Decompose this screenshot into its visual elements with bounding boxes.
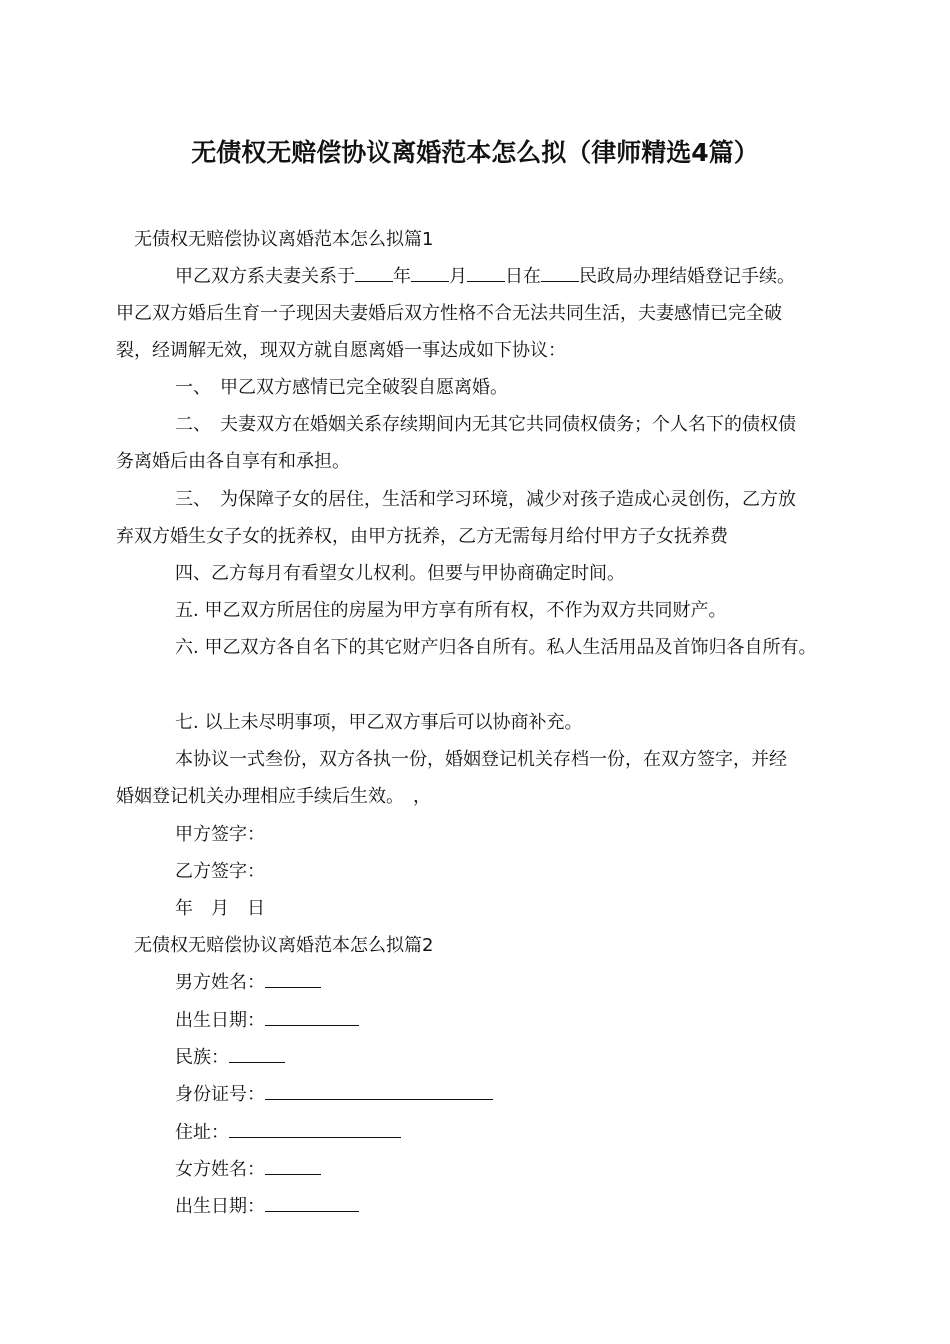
text-fragment: 民政局办理结婚登记手续。	[579, 266, 795, 287]
text-fragment: 月	[449, 266, 467, 287]
blank-line	[265, 1007, 359, 1026]
clause-4: 四、乙方每月有看望女儿权利。但要与甲协商确定时间。	[175, 563, 625, 584]
closing-line-1: 本协议一式叁份，双方各执一份，婚姻登记机关存档一份，在双方签字，并经	[175, 749, 787, 770]
clause-6: 六. 甲乙双方各自名下的其它财产归各自所有。私人生活用品及首饰归各自所有。	[175, 637, 817, 658]
field-label: 出生日期：	[175, 1196, 265, 1217]
clause-5: 五. 甲乙双方所居住的房屋为甲方享有所有权，不作为双方共同财产。	[175, 600, 727, 621]
blank-line	[467, 263, 505, 282]
text-fragment: 甲乙双方系夫妻关系于	[175, 266, 355, 287]
document-title: 无债权无赔偿协议离婚范本怎么拟（律师精选4篇）	[191, 138, 759, 167]
field-label: 女方姓名：	[175, 1159, 265, 1180]
field-id-number	[175, 1081, 493, 1109]
signature-party-b: 乙方签字：	[175, 861, 265, 882]
blank-line	[355, 263, 393, 282]
field-label: 身份证号：	[175, 1084, 265, 1105]
text-fragment: 日在	[505, 266, 541, 287]
blank-line	[265, 1193, 359, 1212]
section-2-heading: 无债权无赔偿协议离婚范本怎么拟篇2	[134, 935, 434, 956]
field-address	[175, 1119, 401, 1147]
blank-line	[229, 1044, 285, 1063]
field-female-birth-date	[175, 1193, 359, 1221]
paragraph-1-line-1	[175, 263, 795, 291]
field-label: 住址：	[175, 1122, 229, 1143]
blank-line	[229, 1119, 401, 1138]
paragraph-1-line-2: 甲乙双方婚后生育一子现因夫妻婚后双方性格不合无法共同生活，夫妻感情已完全破	[116, 303, 782, 324]
blank-line	[265, 1081, 493, 1100]
field-ethnicity	[175, 1044, 285, 1072]
text-fragment: 年	[393, 266, 411, 287]
signature-date: 年 月 日	[175, 898, 265, 919]
paragraph-1-line-3: 裂，经调解无效，现双方就自愿离婚一事达成如下协议：	[116, 340, 566, 361]
blank-line	[411, 263, 449, 282]
field-label: 出生日期：	[175, 1010, 265, 1031]
clause-3-line-2: 弃双方婚生女子女的抚养权，由甲方抚养，乙方无需每月给付甲方子女抚养费	[116, 526, 728, 547]
clause-2-line-1: 二、 夫妻双方在婚姻关系存续期间内无其它共同债权债务；个人名下的债权债	[175, 414, 796, 435]
field-label: 男方姓名：	[175, 972, 265, 993]
blank-line	[541, 263, 579, 282]
clause-2-line-2: 务离婚后由各自享有和承担。	[116, 451, 350, 472]
field-female-name	[175, 1156, 321, 1184]
section-1-heading: 无债权无赔偿协议离婚范本怎么拟篇1	[134, 229, 434, 250]
clause-1: 一、 甲乙双方感情已完全破裂自愿离婚。	[175, 377, 508, 398]
blank-line	[265, 1156, 321, 1175]
field-male-name	[175, 969, 321, 997]
signature-party-a: 甲方签字：	[175, 824, 265, 845]
closing-line-2: 婚姻登记机关办理相应手续后生效。 ，	[116, 786, 431, 807]
clause-7: 七. 以上未尽明事项，甲乙双方事后可以协商补充。	[175, 712, 583, 733]
blank-line	[265, 969, 321, 988]
clause-3-line-1: 三、 为保障子女的居住，生活和学习环境，减少对孩子造成心灵创伤，乙方放	[175, 489, 796, 510]
field-label: 民族：	[175, 1047, 229, 1068]
field-male-birth-date	[175, 1007, 359, 1035]
